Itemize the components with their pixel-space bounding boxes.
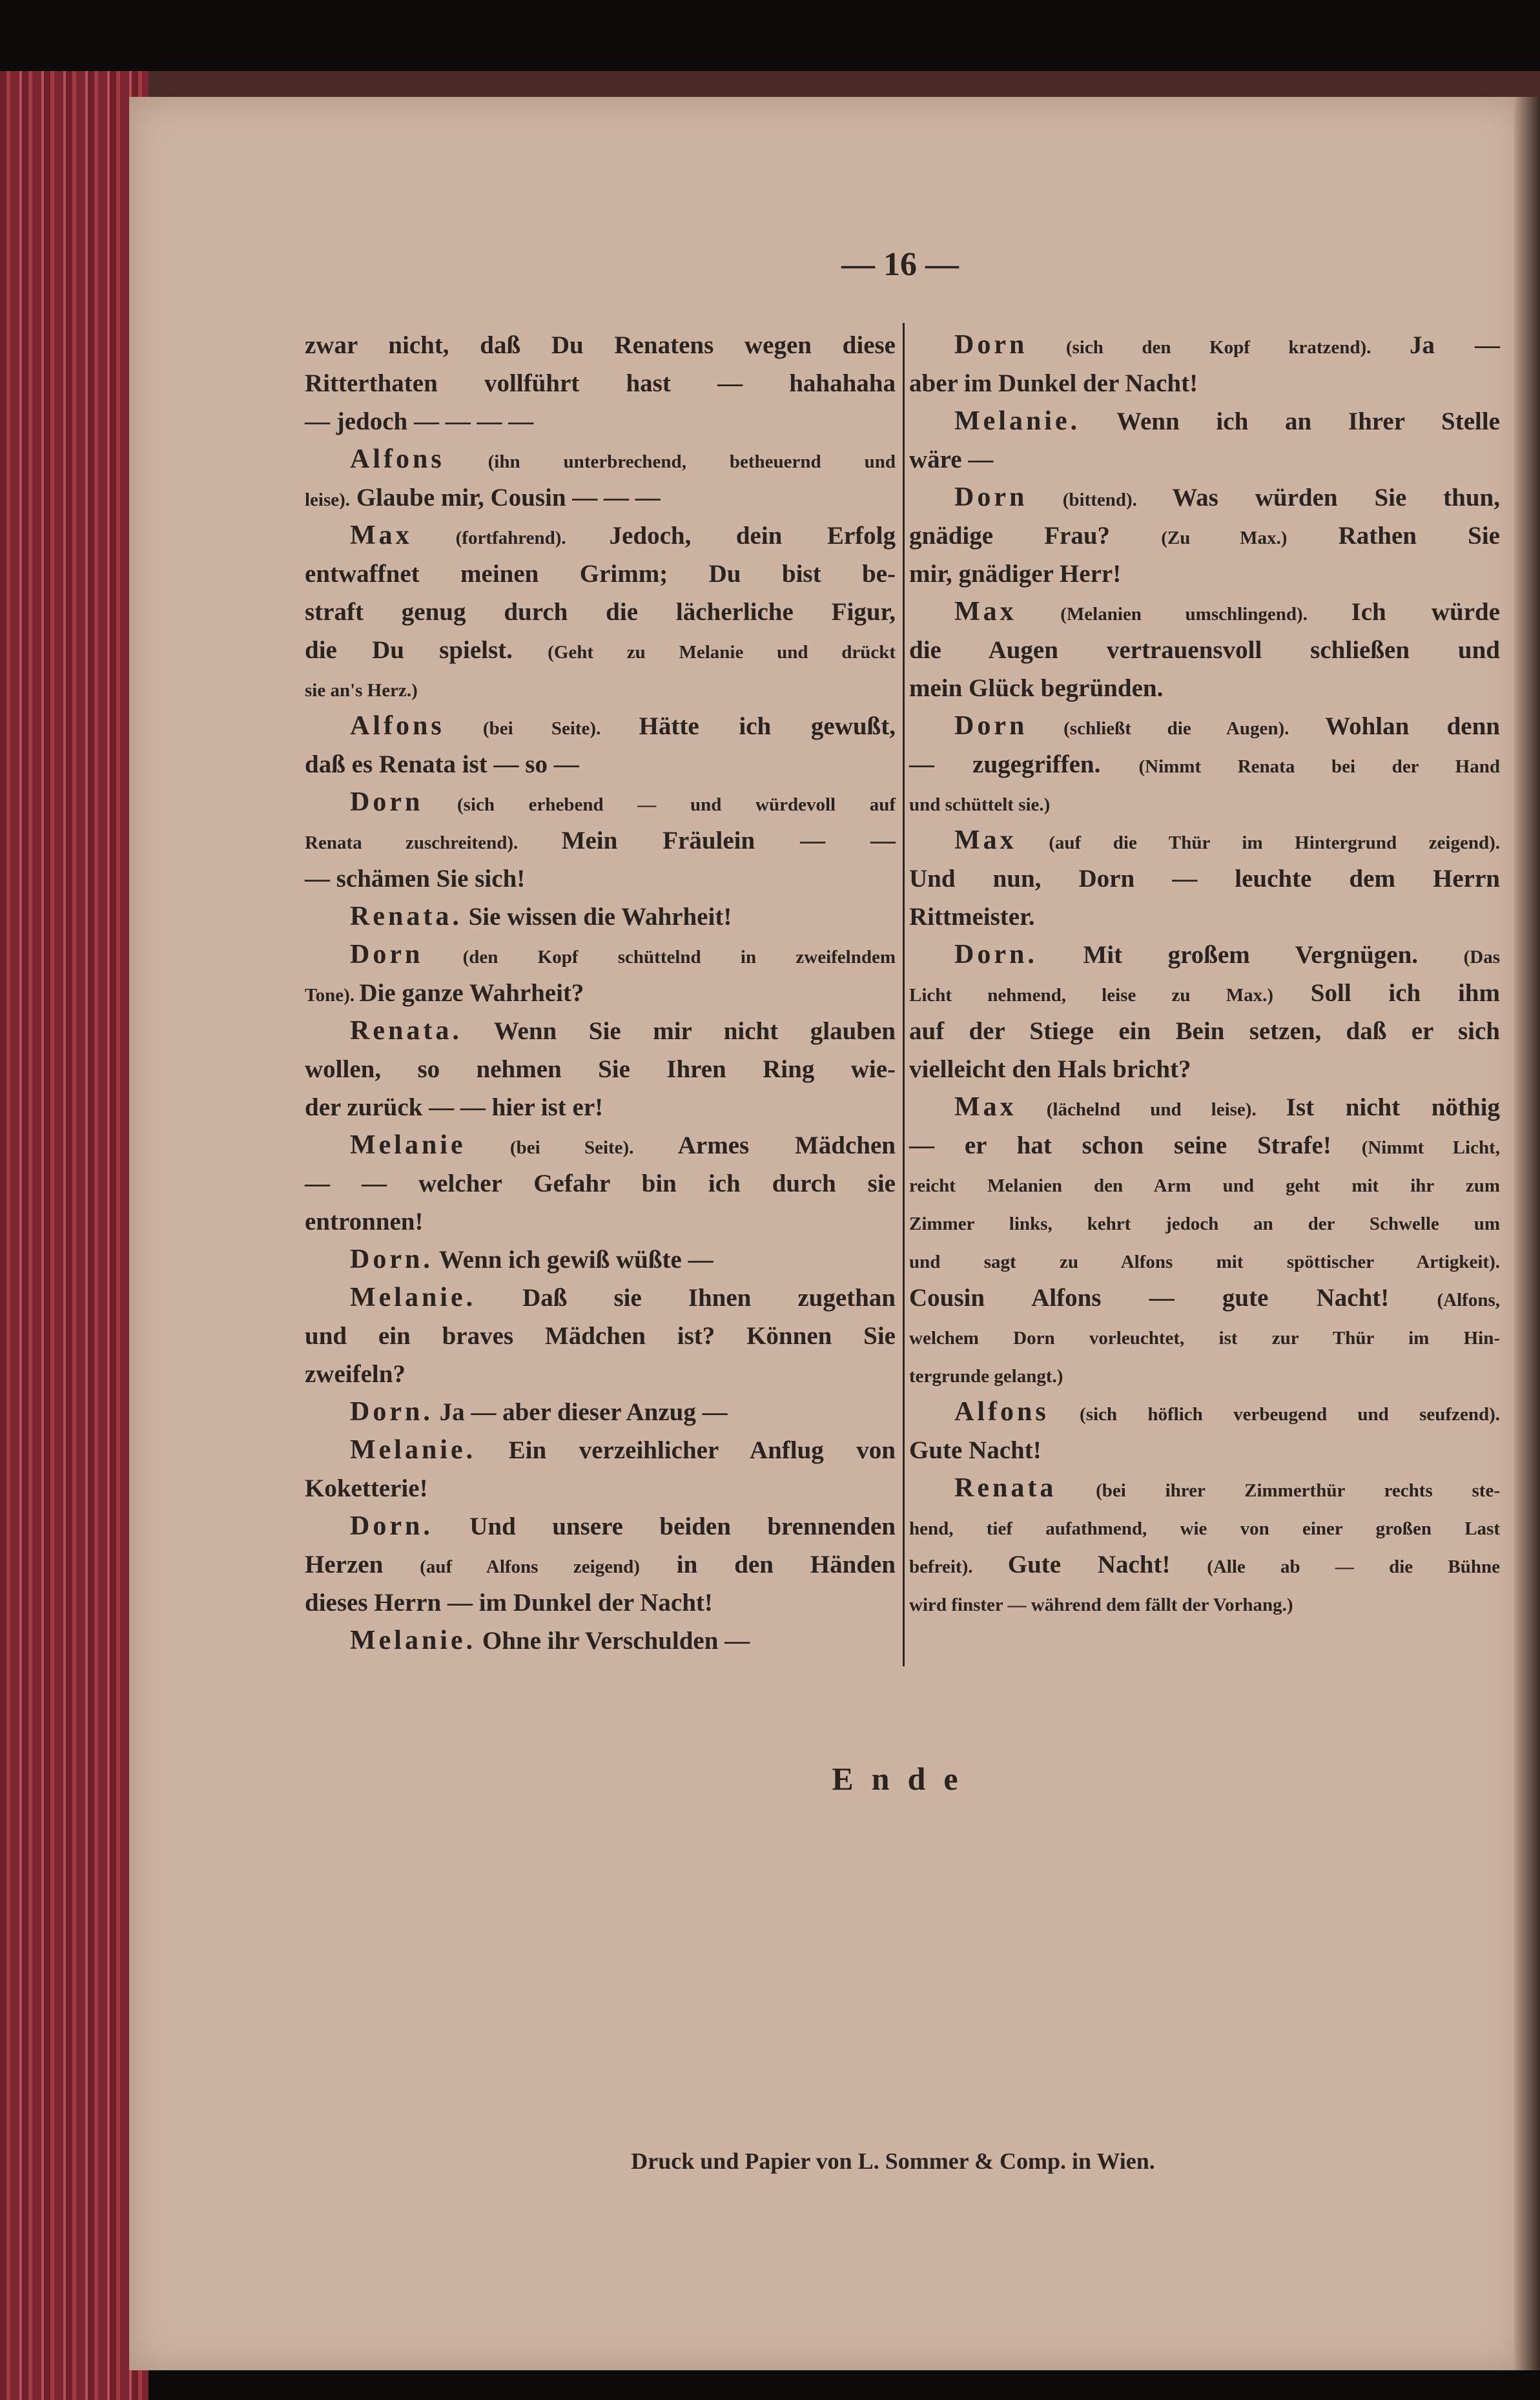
stage-direction: (ihn unterbrechend, betheuernd und	[444, 451, 896, 472]
text-line	[909, 1317, 1500, 1355]
text-line	[909, 1279, 1500, 1317]
text-line	[305, 1050, 896, 1088]
speaker-name: Renata.	[350, 1016, 462, 1046]
speaker-name: Dorn	[954, 482, 1028, 512]
dialogue-text: Daß sie Ihnen zugethan	[476, 1284, 896, 1312]
text-line	[909, 402, 1500, 440]
dialogue-text: mir, gnädiger Herr!	[909, 560, 1122, 588]
speaker-name: Dorn	[350, 787, 424, 817]
stage-direction: (Alfons,	[1437, 1290, 1500, 1310]
text-line	[305, 669, 896, 707]
stage-direction: Licht nehmend, leise zu Max.)	[909, 985, 1274, 1006]
dialogue-text: — schämen Sie sich!	[305, 865, 526, 893]
right-column	[909, 326, 1500, 1622]
column-divider	[903, 323, 905, 1666]
text-line	[909, 1088, 1500, 1126]
stage-direction: (auf Alfons zeigend)	[420, 1557, 640, 1577]
text-line	[305, 402, 896, 440]
stage-direction: hend, tief aufathmend, wie von einer großen Last	[909, 1518, 1500, 1539]
dialogue-text: Wenn ich an Ihrer Stelle	[1080, 408, 1500, 435]
dialogue-text: gnädige Frau?	[909, 522, 1162, 550]
dialogue-text: — jedoch — — — —	[305, 408, 534, 435]
speaker-name: Melanie	[350, 1130, 466, 1160]
text-line	[909, 1584, 1500, 1622]
dialogue-text: Sie wissen die Wahrheit!	[462, 903, 732, 931]
stage-direction: (bei Seite).	[444, 718, 639, 739]
dialogue-text: vielleicht den Hals bricht?	[909, 1055, 1191, 1083]
dialogue-text: auf der Stiege ein Bein setzen, daß er sich	[909, 1017, 1500, 1045]
stage-direction: (Alle ab — die Bühne	[1207, 1557, 1501, 1577]
text-line	[305, 517, 896, 555]
left-column	[305, 326, 896, 1660]
stage-direction: sie an's Herz.)	[305, 680, 418, 701]
speaker-name: Dorn.	[350, 1397, 433, 1427]
stage-direction: (sich den Kopf kratzend).	[1027, 337, 1410, 358]
text-line	[305, 822, 896, 860]
text-line	[305, 936, 896, 974]
dialogue-text: Glaube mir, Cousin — — —	[350, 484, 661, 512]
stage-direction: (Melanien umschlingend).	[1016, 604, 1351, 625]
text-line	[305, 326, 896, 364]
dialogue-text: zweifeln?	[305, 1360, 406, 1388]
text-line	[305, 1431, 896, 1469]
text-line	[909, 1203, 1500, 1241]
page-stack-edge	[0, 71, 149, 2400]
dialogue-text: die Du spielst.	[305, 636, 548, 664]
speaker-name: Dorn	[954, 711, 1028, 741]
speaker-name: Max	[954, 825, 1017, 855]
dialogue-text: und ein braves Mädchen ist? Können Sie	[305, 1322, 896, 1350]
dialogue-text: Was würden Sie thun,	[1172, 484, 1500, 512]
speaker-name: Dorn.	[350, 1245, 433, 1274]
text-line	[909, 669, 1500, 707]
dialogue-text: Gute Nacht!	[1007, 1551, 1207, 1578]
text-line	[909, 1126, 1500, 1164]
dialogue-text: Ja —	[1409, 331, 1501, 359]
speaker-name: Melanie.	[350, 1283, 477, 1312]
speaker-name: Alfons	[350, 444, 445, 474]
stage-direction: (Nimmt Licht,	[1361, 1137, 1500, 1158]
stage-direction: und sagt zu Alfons mit spöttischer Artigkeit).	[909, 1252, 1500, 1272]
dialogue-text: entronnen!	[305, 1208, 424, 1236]
text-line	[909, 364, 1500, 402]
dialogue-text: Armes Mädchen	[677, 1132, 896, 1159]
speaker-name: Dorn	[350, 940, 424, 969]
text-line	[305, 1546, 896, 1584]
stage-direction: befreit).	[909, 1557, 1008, 1577]
dialogue-text: der zurück — — hier ist er!	[305, 1093, 604, 1121]
stage-direction: (bei Seite).	[466, 1137, 678, 1158]
speaker-name: Dorn	[954, 330, 1028, 360]
stage-direction: (Zu Max.)	[1161, 528, 1288, 548]
dialogue-text: Und unsere beiden brennenden	[433, 1513, 896, 1540]
text-line	[909, 936, 1500, 974]
dialogue-text: Und nun, Dorn — leuchte dem Herrn	[909, 865, 1500, 893]
text-line	[909, 1431, 1500, 1469]
dialogue-text: Ohne ihr Verschulden —	[476, 1627, 750, 1655]
speaker-name: Max	[954, 1092, 1017, 1122]
speaker-name: Alfons	[954, 1397, 1049, 1427]
page-gutter-shadow	[1514, 97, 1540, 2370]
dialogue-text: Wenn Sie mir nicht glauben	[462, 1017, 896, 1045]
speaker-name: Dorn.	[350, 1511, 433, 1541]
speaker-name: Melanie.	[350, 1435, 477, 1465]
text-line	[305, 555, 896, 593]
text-line	[909, 783, 1500, 822]
text-line	[305, 898, 896, 936]
text-line	[909, 631, 1500, 669]
dialogue-text: Gute Nacht!	[909, 1436, 1042, 1464]
text-line	[909, 1469, 1500, 1507]
text-line	[305, 707, 896, 745]
speaker-name: Max	[350, 521, 413, 550]
stage-direction: und schüttelt sie.)	[909, 794, 1051, 815]
text-line	[909, 707, 1500, 745]
stage-direction: (bei ihrer Zimmerthür rechts ste-	[1056, 1480, 1500, 1501]
stage-direction: (Geht zu Melanie und drückt	[548, 642, 896, 663]
stage-direction: (fortfahrend).	[412, 528, 610, 548]
dialogue-text: Mein Fräulein — —	[561, 827, 896, 854]
dialogue-text: wollen, so nehmen Sie Ihren Ring wie-	[305, 1055, 896, 1083]
dialogue-text: straft genug durch die lächerliche Figur,	[305, 598, 896, 626]
page-number: — 16 —	[841, 246, 959, 283]
text-line	[909, 1355, 1500, 1393]
text-line	[305, 860, 896, 898]
dialogue-text: Ja — aber dieser Anzug —	[433, 1398, 728, 1426]
speaker-name: Renata	[954, 1473, 1057, 1503]
dialogue-text: Jedoch, dein Erfolg	[609, 522, 896, 550]
dialogue-text: Soll ich ihm	[1273, 979, 1500, 1007]
text-line	[909, 860, 1500, 898]
text-line	[305, 1317, 896, 1355]
stage-direction: Renata zuschreitend).	[305, 833, 562, 853]
dialogue-text: Rathen Sie	[1287, 522, 1500, 550]
text-line	[909, 745, 1500, 783]
text-line	[305, 1241, 896, 1279]
stage-direction: (Nimmt Renata bei der Hand	[1138, 756, 1500, 777]
dialogue-text: aber im Dunkel der Nacht!	[909, 369, 1198, 397]
dialogue-text: Mit großem Vergnügen.	[1037, 941, 1464, 969]
text-line	[305, 1469, 896, 1507]
text-line	[305, 440, 896, 479]
speaker-name: Renata.	[350, 902, 462, 931]
dialogue-text: Rittmeister.	[909, 903, 1035, 931]
text-line	[305, 1507, 896, 1546]
text-line	[909, 479, 1500, 517]
stage-direction: (bittend).	[1027, 490, 1173, 510]
stage-direction: Zimmer links, kehrt jedoch an der Schwelle um	[909, 1214, 1500, 1234]
stage-direction: tergrunde gelangt.)	[909, 1366, 1063, 1387]
dialogue-text: mein Glück begründen.	[909, 674, 1164, 702]
dialogue-text: Ritterthaten vollführt hast — hahahaha	[305, 369, 896, 397]
text-line	[909, 1164, 1500, 1203]
speaker-name: Max	[954, 597, 1017, 626]
text-line	[909, 1050, 1500, 1088]
dialogue-text: zwar nicht, daß Du Renatens wegen diese	[305, 331, 896, 359]
dialogue-text: Hätte ich gewußt,	[639, 712, 896, 740]
stage-direction: (sich erhebend — und würdevoll auf	[423, 794, 896, 815]
text-line	[909, 326, 1500, 364]
stage-direction: wird finster — während dem fällt der Vorhang.)	[909, 1595, 1293, 1615]
text-line	[909, 517, 1500, 555]
stage-direction: leise).	[305, 490, 351, 510]
stage-direction: welchem Dorn vorleuchtet, ist zur Thür im Hin-	[909, 1328, 1500, 1349]
dialogue-text: Cousin Alfons — gute Nacht!	[909, 1284, 1437, 1312]
dialogue-text: Ist nicht nöthig	[1286, 1093, 1500, 1121]
text-line	[909, 822, 1500, 860]
text-line	[909, 1241, 1500, 1279]
dialogue-text: Koketterie!	[305, 1474, 428, 1502]
dialogue-text: Herzen	[305, 1551, 420, 1578]
dialogue-text: — er hat schon seine Strafe!	[909, 1132, 1362, 1159]
dialogue-text: Die ganze Wahrheit?	[359, 979, 584, 1007]
text-line	[305, 1279, 896, 1317]
speaker-name: Melanie.	[350, 1626, 477, 1655]
text-line	[305, 745, 896, 783]
dialogue-text: Wenn ich gewiß wüßte —	[433, 1246, 714, 1274]
printer-imprint: Druck und Papier von L. Sommer & Comp. in Wien.	[631, 2148, 1155, 2174]
text-line	[305, 631, 896, 669]
stage-direction: (schließt die Augen).	[1027, 718, 1326, 739]
text-line	[305, 1012, 896, 1050]
dialogue-text: Wohlan denn	[1325, 712, 1500, 740]
text-line	[305, 1355, 896, 1393]
stage-direction: (lächelnd und leise).	[1016, 1099, 1286, 1120]
text-line	[305, 1393, 896, 1431]
stage-direction: (Das	[1463, 947, 1500, 967]
text-line	[909, 555, 1500, 593]
text-line	[305, 783, 896, 822]
stage-direction: (sich höflich verbeugend und seufzend).	[1049, 1404, 1500, 1425]
dialogue-text: Ein verzeihlicher Anflug von	[476, 1436, 896, 1464]
text-line	[305, 974, 896, 1012]
speaker-name: Alfons	[350, 711, 445, 741]
text-line	[909, 1393, 1500, 1431]
text-line	[305, 1164, 896, 1203]
text-line	[909, 440, 1500, 479]
text-line	[305, 593, 896, 631]
dialogue-text: in den Händen	[639, 1551, 896, 1578]
dialogue-text: — — welcher Gefahr bin ich durch sie	[305, 1170, 896, 1197]
text-line	[909, 593, 1500, 631]
speaker-name: Dorn.	[954, 940, 1038, 969]
text-line	[305, 364, 896, 402]
text-line	[909, 898, 1500, 936]
text-line	[305, 1584, 896, 1622]
text-line	[305, 1622, 896, 1660]
dialogue-text: die Augen vertrauensvoll schließen und	[909, 636, 1500, 664]
text-line	[305, 479, 896, 517]
dialogue-text: Ich würde	[1351, 598, 1500, 626]
text-line	[305, 1126, 896, 1164]
text-line	[305, 1088, 896, 1126]
dialogue-text: daß es Renata ist — so —	[305, 750, 579, 778]
dialogue-text: wäre —	[909, 446, 994, 473]
stage-direction: Tone).	[305, 985, 360, 1006]
stage-direction: (auf die Thür im Hintergrund zeigend).	[1016, 833, 1500, 853]
text-line	[305, 1203, 896, 1241]
text-line	[909, 1546, 1500, 1584]
stage-direction: reicht Melanien den Arm und geht mit ihr zum	[909, 1175, 1500, 1196]
speaker-name: Melanie.	[954, 406, 1081, 436]
text-line	[909, 1507, 1500, 1546]
text-line	[909, 1012, 1500, 1050]
dialogue-text: entwaffnet meinen Grimm; Du bist be-	[305, 560, 896, 588]
dialogue-text: — zugegriffen.	[909, 750, 1139, 778]
text-line	[909, 974, 1500, 1012]
dialogue-text: dieses Herrn — im Dunkel der Nacht!	[305, 1589, 713, 1617]
stage-direction: (den Kopf schüttelnd in zweifelndem	[423, 947, 896, 967]
end-heading: Ende	[832, 1761, 976, 1797]
